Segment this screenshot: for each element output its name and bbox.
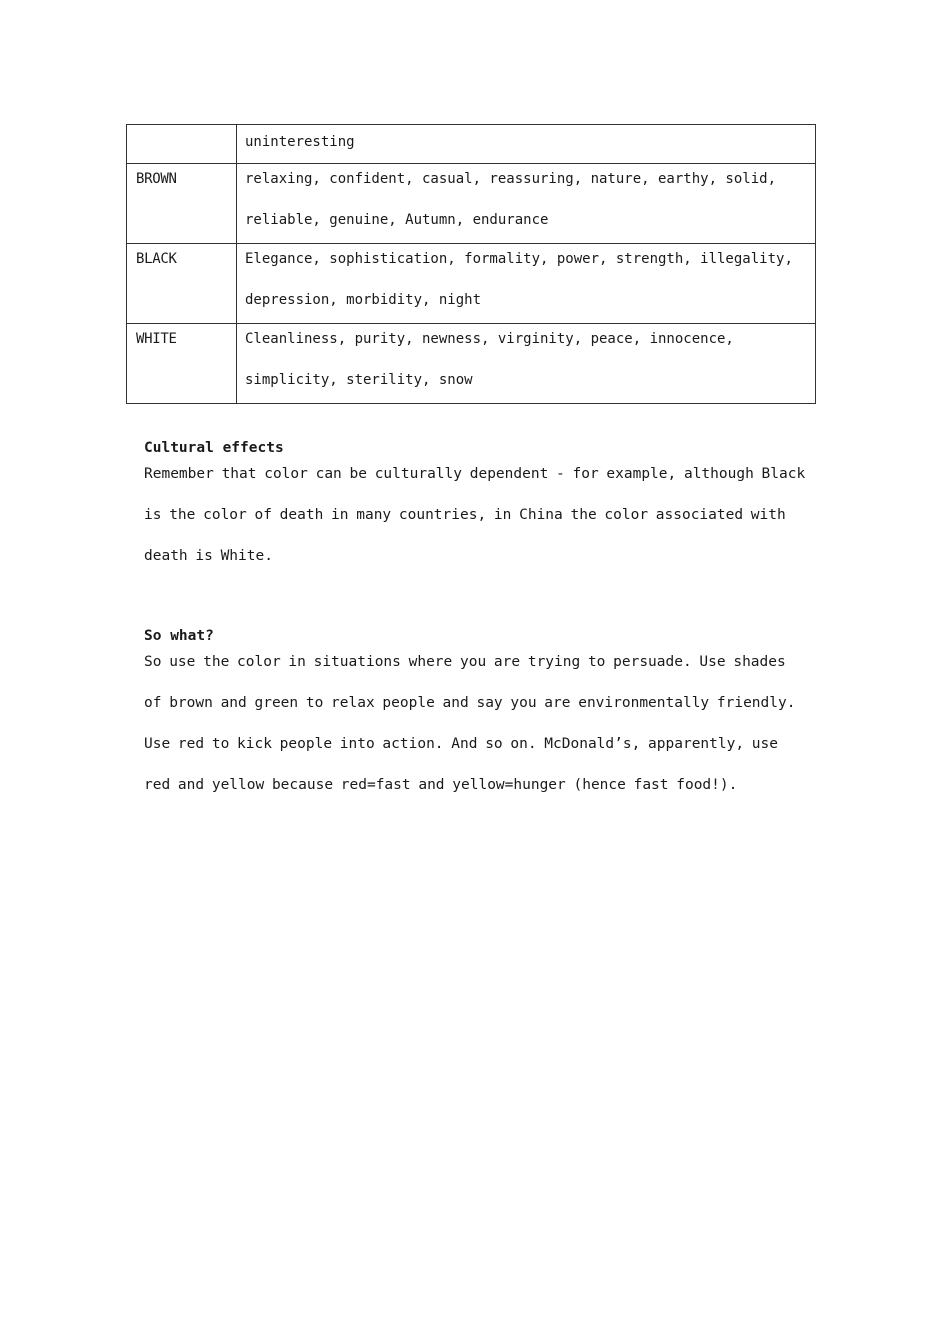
color-name-cell	[127, 164, 237, 244]
color-name	[127, 125, 236, 130]
section-paragraph: So use the color in situations where you are trying to persuade. Use shades of brown and green to relax people and say you are environmentally friendly. Use red to kick people into action. And so on. McDonald’s, apparently, use red and yellow because red=fast and yellow=hunger (hence fast food!).	[144, 654, 796, 793]
section-heading: So what?	[144, 628, 214, 644]
color-associations: Elegance, sophistication, formality, power, strength, illegality, depression, morbidity, night	[245, 251, 793, 308]
associations-cell	[237, 244, 816, 324]
table-row	[127, 324, 816, 404]
section-paragraph: Remember that color can be culturally dependent - for example, although Black is the color of death in many countries, in China the color associated with death is White.	[144, 466, 806, 564]
section-heading: Cultural effects	[144, 440, 284, 456]
color-name-cell	[127, 125, 237, 164]
color-name: BLACK	[136, 251, 177, 267]
associations-cell	[237, 324, 816, 404]
color-name: WHITE	[136, 331, 177, 347]
cultural-effects-section	[144, 438, 809, 577]
color-associations: uninteresting	[245, 134, 355, 150]
color-name: BROWN	[136, 171, 177, 187]
color-associations: relaxing, confident, casual, reassuring, nature, earthy, solid, reliable, genuine, Autumn, endurance	[245, 171, 777, 228]
table-row	[127, 244, 816, 324]
so-what-section	[144, 626, 809, 806]
color-name-cell	[127, 324, 237, 404]
color-associations: Cleanliness, purity, newness, virginity, peace, innocence, simplicity, sterility, snow	[245, 331, 734, 388]
color-associations-table	[126, 124, 816, 404]
associations-cell	[237, 164, 816, 244]
table-row	[127, 164, 816, 244]
color-name-cell	[127, 244, 237, 324]
